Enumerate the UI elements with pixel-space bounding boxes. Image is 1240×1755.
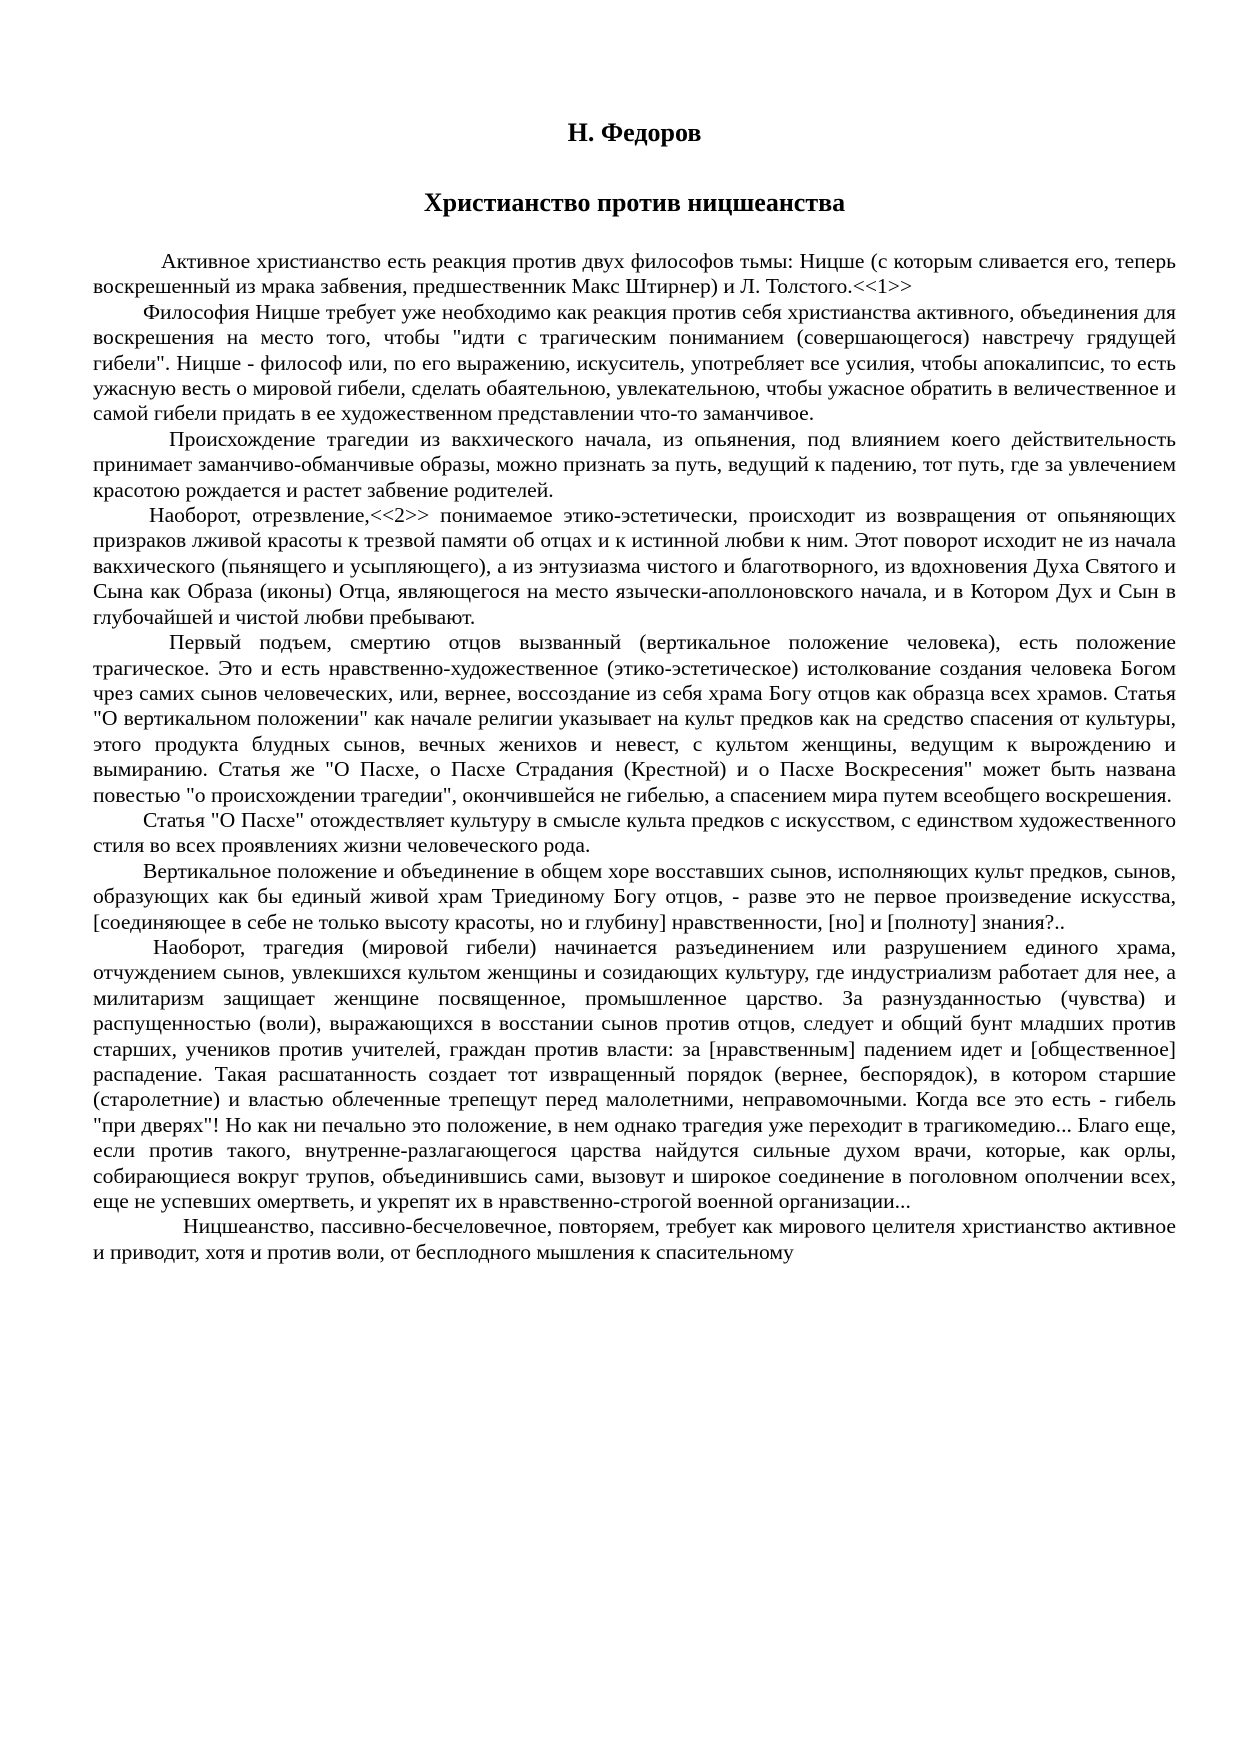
paragraph-6: Статья "О Пасхе" отождествляет культуру в смысле культа предков с искусством, с единством художественного стиля во всех проявлениях жизни человеческого рода. <box>93 807 1176 858</box>
document-title: Христианство против ницшеанства <box>423 188 846 217</box>
paragraph-7: Вертикальное положение и объединение в общем хоре восставших сынов, исполняющих культ предков, сынов, образующих как бы единый живой храм Триединому Богу отцов, - разве это не первое произведение искусства, [соединяющее в себе не только высоту красоты, но и глубину] нравственности, [но] и [полноту] знания?.. <box>93 858 1176 934</box>
paragraph-1: Активное христианство есть реакция против двух философов тьмы: Ницше (с которым сливается его, теперь воскрешенный из мрака забвения, предшественник Макс Штирнер) и Л. Толстого.<<1>> <box>93 249 1176 299</box>
paragraph-5: Первый подъем, смертию отцов вызванный (вертикальное положение человека), есть положение трагическое. Это и есть нравственно-художественное (этико-эстетическое) истолкование создания человека Богом чрез самих сынов человеческих, или, вернее, воссоздание из себя храма Богу отцов как образца всех храмов. Статья "О вертикальном положении" как начале религии указывает на культ предков как на средство спасения от культуры, этого продукта блудных сынов, вечных женихов и невест, с культом женщины, ведущим к вырождению и вымиранию. Статья же "О Пасхе, о Пасхе Страдания (Крестной) и о Пасхе Воскресения" может быть названа повестью "о происхождении трагедии", окончившейся не гибелью, а спасением мира путем всеобщего воскрешения. <box>93 630 1176 807</box>
paragraph-9: Ницшеанство, пассивно-бесчеловечное, повторяем, требует как мирового целителя христианство активное и приводит, хотя и против воли, от бесплодного мышления к спасительному <box>93 1214 1176 1264</box>
paragraph-3: Происхождение трагедии из вакхического начала, из опьянения, под влиянием коего действительность принимает заманчиво-обманчивые образы, можно признать за путь, ведущий к падению, тот путь, где за увлечением красотою рождается и растет забвение родителей. <box>93 426 1176 502</box>
paragraph-8: Наоборот, трагедия (мировой гибели) начинается разъединением или разрушением единого храма, отчуждением сынов, увлекшихся культом женщины и созидающих культуру, где индустриализм работает для нее, а милитаризм защищает женщине посвященное, промышленное царство. За разнузданностью (чувства) и распущенностью (воли), выражающихся в восстании сынов против отцов, следует и общий бунт младших против старших, учеников против учителей, граждан против власти: за [нравственным] падением идет и [общественное] распадение. Такая расшатанность создает тот извращенный порядок (вернее, беспорядок), в котором старшие (старолетние) и властью облеченные трепещут перед малолетними, неправомочными. Когда все это есть - гибель "при дверях"! Но как ни печально это положение, в нем однако трагедия уже переходит в трагикомедию... Благо еще, если против такого, внутренне-разлагающегося царства найдутся сильные духом врачи, которые, как орлы, собирающиеся вокруг трупов, объединившись сами, вызовут и широкое соединение в поголовном ополчении всех, еще не успевших омертветь, и укрепят их в нравственно-строгой военной организации... <box>93 934 1176 1214</box>
paragraph-4: Наоборот, отрезвление,<<2>> понимаемое этико-эстетически, происходит из возвращения от опьяняющих призраков лживой красоты к трезвой памяти об отцах и к истинной любви к ним. Этот поворот исходит не из начала вакхического (пьянящего и усыпляющего), а из энтузиазма чистого и благотворного, из вдохновения Духа Святого и Сына как Образа (иконы) Отца, являющегося на место язычески-аполлоновского начала, и в Котором Дух и Сын в глубочайшей и чистой любви пребывают. <box>93 503 1176 629</box>
document-body <box>93 249 1176 1265</box>
author-heading: Н. Федоров <box>567 118 702 147</box>
paragraph-2: Философия Ницше требует уже необходимо как реакция против себя христианства активного, объединения для воскрешения на место того, чтобы "идти с трагическим пониманием (совершающегося) навстречу грядущей гибели". Ницше - философ или, по его выражению, искуситель, употребляет все усилия, чтобы апокалипсис, то есть ужасную весть о мировой гибели, сделать обаятельною, увлекательною, чтобы ужасное обратить в величественное и самой гибели придать в ее художественном представлении что-то заманчивое. <box>93 299 1176 426</box>
